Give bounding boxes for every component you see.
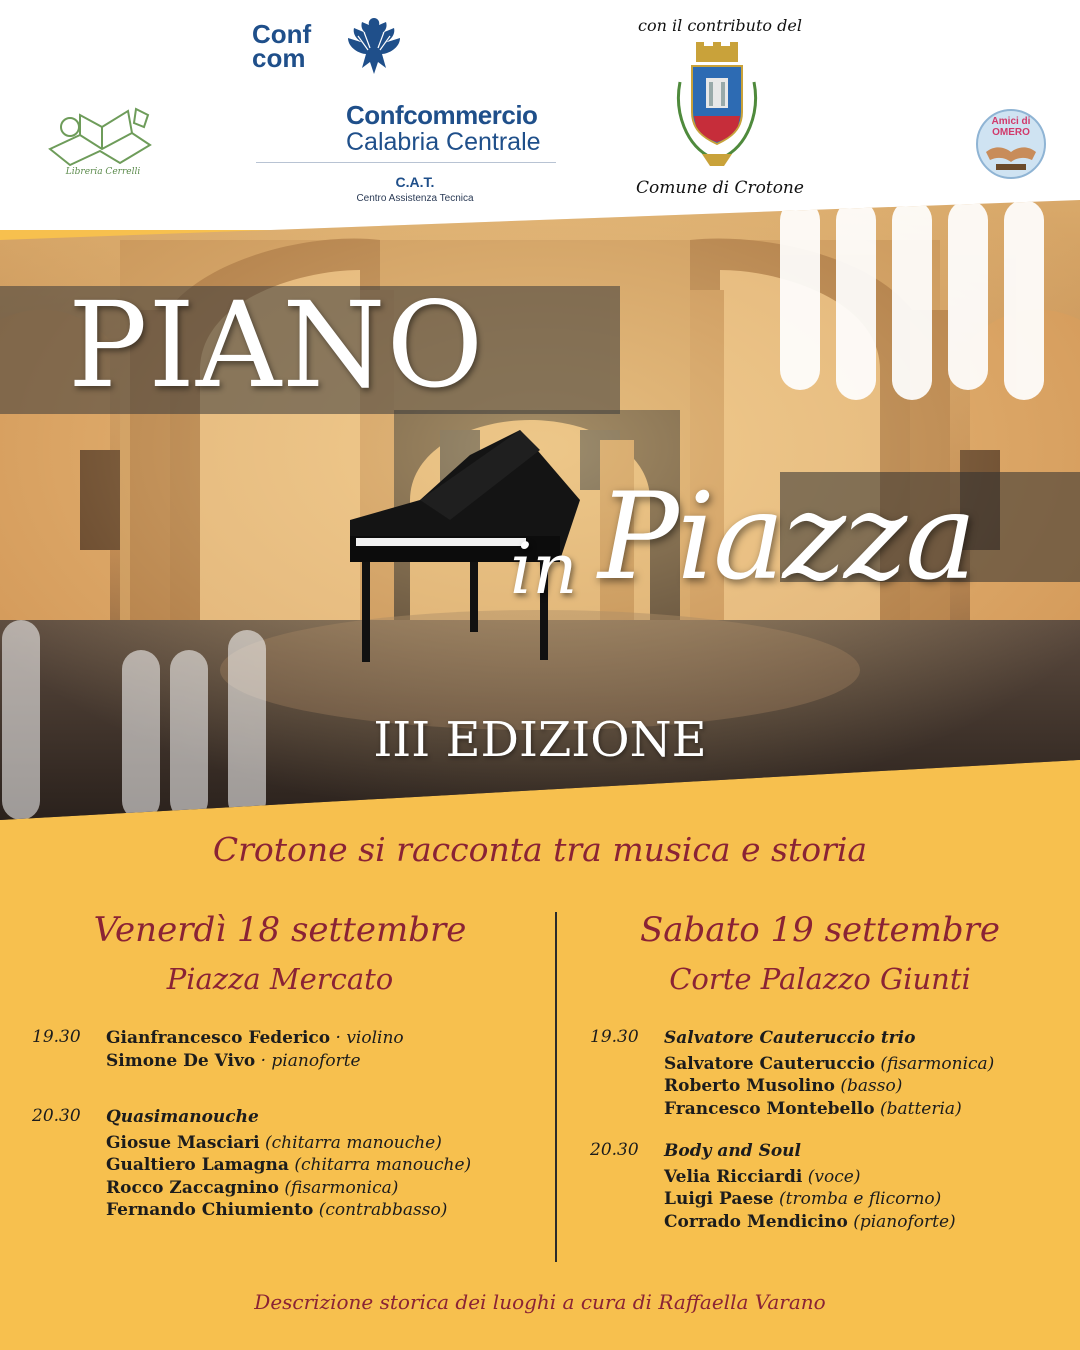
slot-time: 19.30: [590, 1027, 639, 1047]
confcom-short-mark: Conf com: [252, 19, 312, 73]
performer-role: (voce): [802, 1166, 861, 1187]
bookshop-logo-text: Libreria Cerrelli: [65, 167, 141, 177]
title-in: in: [510, 528, 578, 610]
day-2-place: Corte Palazzo Giunti: [669, 962, 971, 996]
bookshop-logo: [40, 105, 160, 185]
performer-name: Roberto Musolino: [664, 1076, 835, 1096]
comune-label: Comune di Crotone: [636, 178, 804, 198]
column-divider: [555, 912, 557, 1262]
performer-row: [664, 1166, 956, 1189]
performer-row: [106, 1177, 471, 1200]
performer-name: Corrado Mendicino: [664, 1211, 848, 1232]
performer-role: (contrabbasso): [313, 1200, 448, 1220]
group-name: Salvatore Cauteruccio trio: [664, 1028, 916, 1048]
performer-row: [664, 1053, 994, 1076]
day-1-date: Venerdì 18 settembre: [93, 910, 467, 950]
performer-role: (pianoforte): [847, 1211, 956, 1232]
performer-role: · violino: [330, 1028, 404, 1048]
slot-time: 20.30: [32, 1106, 81, 1126]
footer-credit: Descrizione storica dei luoghi a cura di Raffaella Varano: [254, 1290, 826, 1314]
performer-name: Velia Ricciardi: [664, 1166, 803, 1187]
title-piazza: Piazza: [598, 468, 975, 607]
performer-role: (chitarra manouche): [259, 1132, 442, 1153]
crotone-crest-icon: [672, 42, 762, 174]
performer-row: [664, 1188, 956, 1211]
performer-role: · pianoforte: [255, 1050, 361, 1071]
performer-name: Rocco Zaccagnino: [106, 1177, 279, 1198]
confcommercio-region: Calabria Centrale: [346, 128, 541, 156]
performer-name: Gianfrancesco Federico: [106, 1028, 331, 1048]
performer-role: (basso): [834, 1076, 903, 1096]
tagline: Crotone si racconta tra musica e storia: [212, 830, 868, 869]
cat-subtitle: Centro Assistenza Tecnica: [356, 193, 474, 204]
contribution-label: con il contributo del: [638, 16, 802, 35]
cat-label: C.A.T.: [395, 174, 435, 190]
slot-time: 20.30: [590, 1140, 639, 1160]
group-name: Body and Soul: [664, 1141, 802, 1161]
performer-row: [106, 1132, 471, 1155]
performer-name: Fernando Chiumiento: [106, 1200, 314, 1220]
day-2-date: Sabato 19 settembre: [639, 910, 1000, 950]
performer-role: (batteria): [874, 1098, 962, 1119]
header-band: [0, 0, 1080, 230]
performer-row: [106, 1050, 404, 1073]
amici-logo-text: Amici di OMERO: [991, 116, 1031, 138]
performer-row: [106, 1154, 471, 1177]
performer-name: Gualtiero Lamagna: [106, 1155, 289, 1175]
performer-role: (chitarra manouche): [288, 1155, 472, 1175]
performer-row: [664, 1098, 994, 1121]
performer-name: Simone De Vivo: [106, 1050, 256, 1071]
performer-name: Luigi Paese: [664, 1189, 774, 1209]
performer-name: Salvatore Cauteruccio: [664, 1053, 875, 1074]
performer-role: (fisarmonica): [874, 1053, 995, 1074]
confcommercio-name: Confcommercio: [346, 100, 538, 130]
confcommercio-logo: [250, 14, 560, 214]
performer-row: [664, 1075, 994, 1098]
performer-role: (tromba e flicorno): [773, 1189, 942, 1209]
performer-role: (fisarmonica): [278, 1177, 399, 1198]
slot-time: 19.30: [32, 1027, 81, 1047]
performer-name: Francesco Montebello: [664, 1098, 875, 1119]
eagle-icon: [342, 14, 406, 78]
amici-di-omero-logo: [972, 108, 1050, 180]
title-piano: PIANO: [68, 276, 485, 414]
group-name: Quasimanouche: [106, 1107, 259, 1127]
edition-label: III EDIZIONE: [373, 712, 707, 768]
performer-row: [106, 1199, 471, 1222]
performer-row: [664, 1211, 956, 1234]
performer-name: Giosue Masciari: [106, 1132, 260, 1153]
confcommercio-divider: [256, 162, 556, 163]
bookshop-book-icon: [40, 105, 160, 169]
performer-row: [106, 1027, 404, 1050]
day-1-place: Piazza Mercato: [166, 962, 394, 996]
